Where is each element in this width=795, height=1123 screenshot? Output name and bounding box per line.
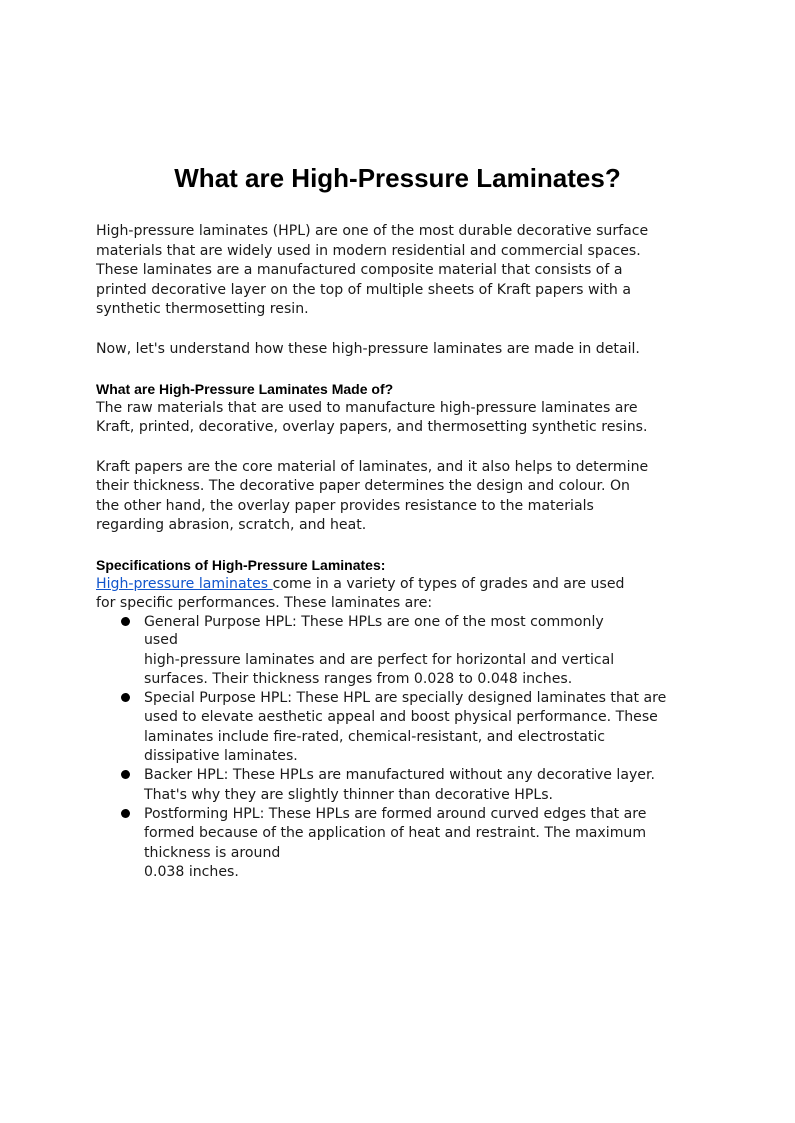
page-title: What are High-Pressure Laminates?	[174, 163, 621, 193]
specs-intro-line	[96, 575, 624, 595]
intro-line: High-pressure laminates (HPL) are one of the most durable decorative surface	[96, 223, 649, 239]
kraft-line: their thickness. The decorative paper determines the design and colour. On	[96, 478, 630, 494]
intro-line: synthetic thermosetting resin.	[96, 301, 309, 317]
list-item-line: laminates include fire-rated, chemical-resistant, and electrostatic	[144, 729, 606, 745]
list-item-line: used	[144, 632, 178, 648]
list-item-line: Special Purpose HPL: These HPL are specially designed laminates that are	[144, 690, 667, 706]
made-of-line: Kraft, printed, decorative, overlay papers, and thermosetting synthetic resins.	[96, 419, 648, 435]
specs-intro-text: come in a variety of types of grades and are used	[272, 576, 625, 592]
list-item-line: high-pressure laminates and are perfect for horizontal and vertical	[144, 652, 615, 668]
kraft-line: Kraft papers are the core material of laminates, and it also helps to determine	[96, 459, 649, 475]
list-item-line: formed because of the application of heat and restraint. The maximum	[144, 825, 647, 841]
list-item-line: General Purpose HPL: These HPLs are one of the most commonly	[144, 614, 604, 630]
kraft-line: regarding abrasion, scratch, and heat.	[96, 517, 367, 533]
intro-line: These laminates are a manufactured composite material that consists of a	[96, 262, 623, 278]
list-item-line: Backer HPL: These HPLs are manufactured without any decorative layer.	[144, 767, 655, 783]
list-item-line: surfaces. Their thickness ranges from 0.028 to 0.048 inches.	[144, 671, 573, 687]
kraft-line: the other hand, the overlay paper provides resistance to the materials	[96, 498, 594, 514]
intro-line: printed decorative layer on the top of multiple sheets of Kraft papers with a	[96, 282, 631, 298]
list-item-line: Postforming HPL: These HPLs are formed around curved edges that are	[144, 806, 647, 822]
made-of-line: The raw materials that are used to manufacture high-pressure laminates are	[96, 400, 638, 416]
list-item-line: dissipative laminates.	[144, 748, 298, 764]
bullet-icon	[121, 809, 130, 818]
list-item-line: thickness is around	[144, 845, 281, 861]
specs-intro-line: for specific performances. These laminates are:	[96, 595, 433, 611]
section-heading-made-of: What are High-Pressure Laminates Made of?	[96, 381, 394, 397]
list-item-line: used to elevate aesthetic appeal and boost physical performance. These	[144, 709, 658, 725]
intro-line: materials that are widely used in modern residential and commercial spaces.	[96, 243, 641, 259]
hpl-link[interactable]: High-pressure laminates	[96, 576, 273, 592]
list-item-line: 0.038 inches.	[144, 864, 239, 880]
bullet-icon	[121, 617, 130, 626]
section-heading-specifications: Specifications of High-Pressure Laminates:	[96, 557, 386, 573]
lead-paragraph: Now, let's understand how these high-pressure laminates are made in detail.	[96, 341, 640, 357]
list-item-line: That's why they are slightly thinner than decorative HPLs.	[144, 787, 554, 803]
bullet-icon	[121, 693, 130, 702]
bullet-icon	[121, 770, 130, 779]
